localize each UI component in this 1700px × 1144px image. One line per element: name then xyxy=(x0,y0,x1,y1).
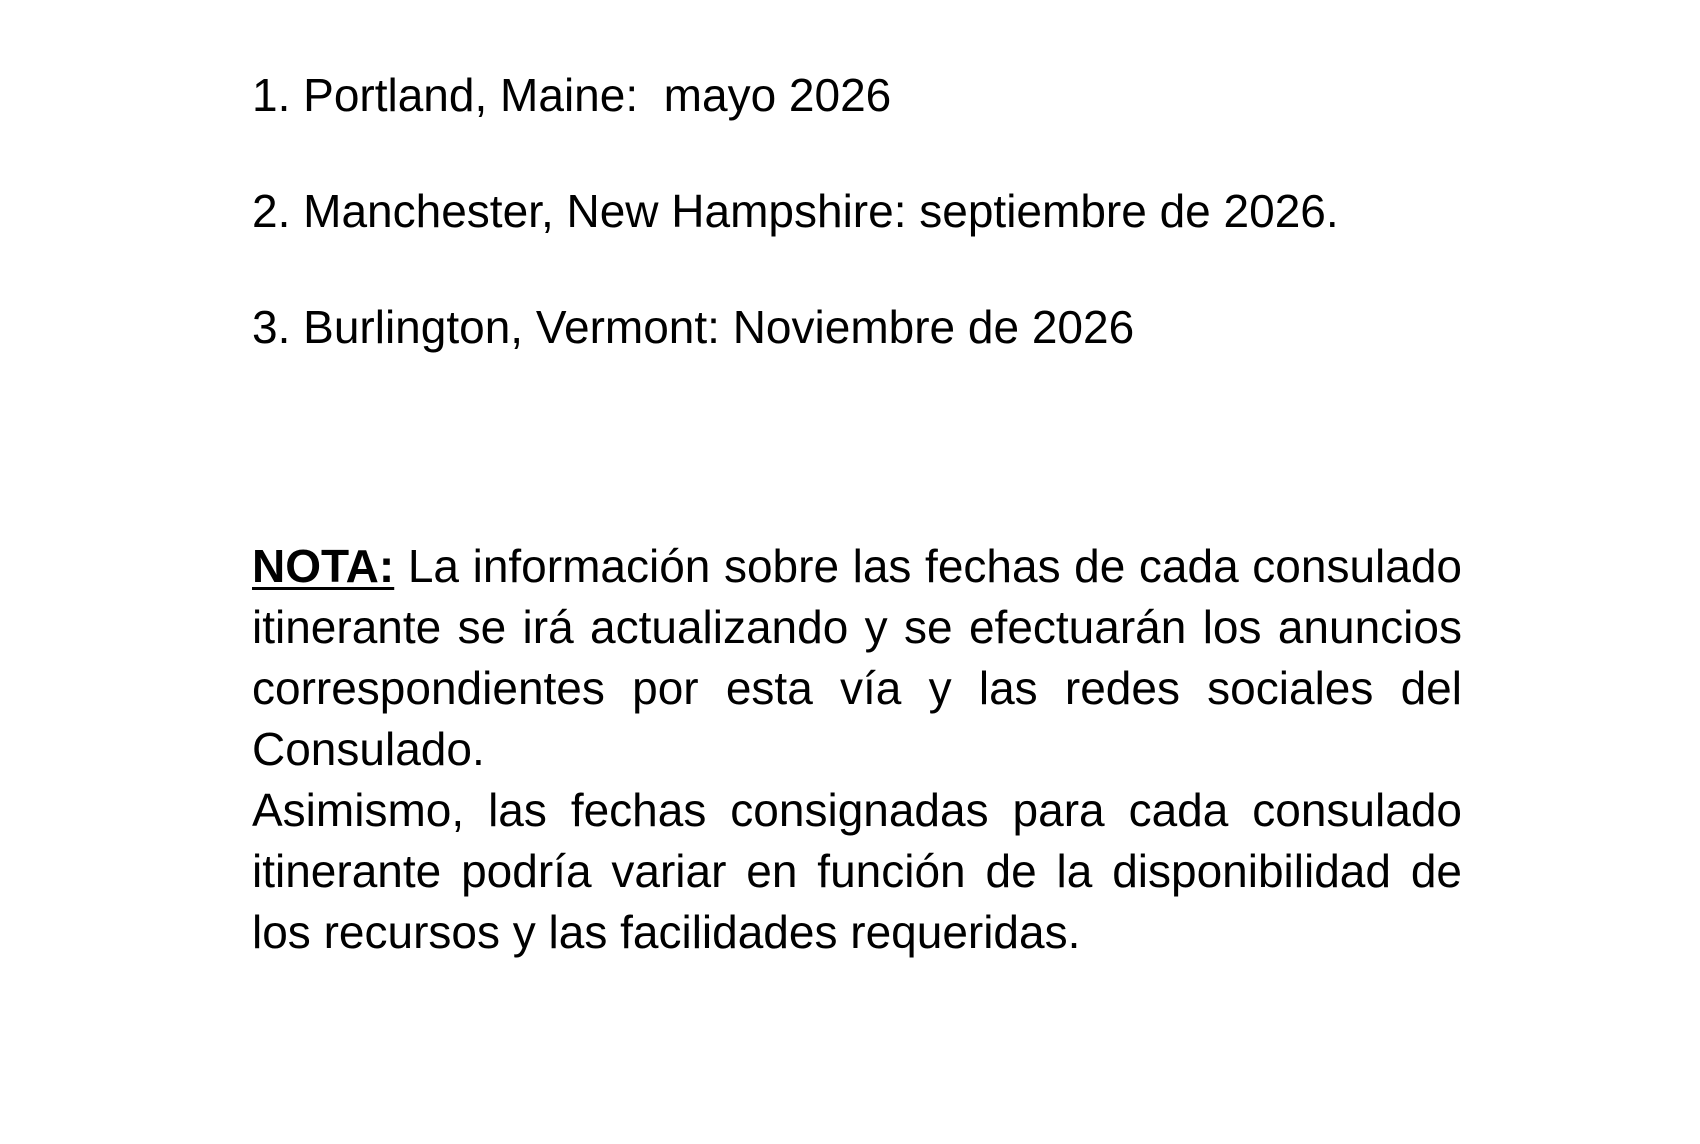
schedule-item-burlington: 3. Burlington, Vermont: Noviembre de 2026 xyxy=(252,301,1135,353)
schedule-item-portland: 1. Portland, Maine: mayo 2026 xyxy=(252,69,892,121)
note-text-1: La información sobre las fechas de cada consulado itinerante se irá actualizando y se efectuarán los anuncios correspondientes por esta vía y las redes sociales del Consulado. xyxy=(252,540,1462,775)
note-block xyxy=(252,536,1462,963)
note-paragraph-2: Asimismo, las fechas consignadas para cada consulado itinerante podría variar en función de la disponibilidad de los recursos y las facilidades requeridas. xyxy=(252,784,1462,958)
note-paragraph-1 xyxy=(252,536,1462,780)
schedule-item-manchester: 2. Manchester, New Hampshire: septiembre de 2026. xyxy=(252,185,1339,237)
note-label: NOTA: xyxy=(252,540,395,592)
